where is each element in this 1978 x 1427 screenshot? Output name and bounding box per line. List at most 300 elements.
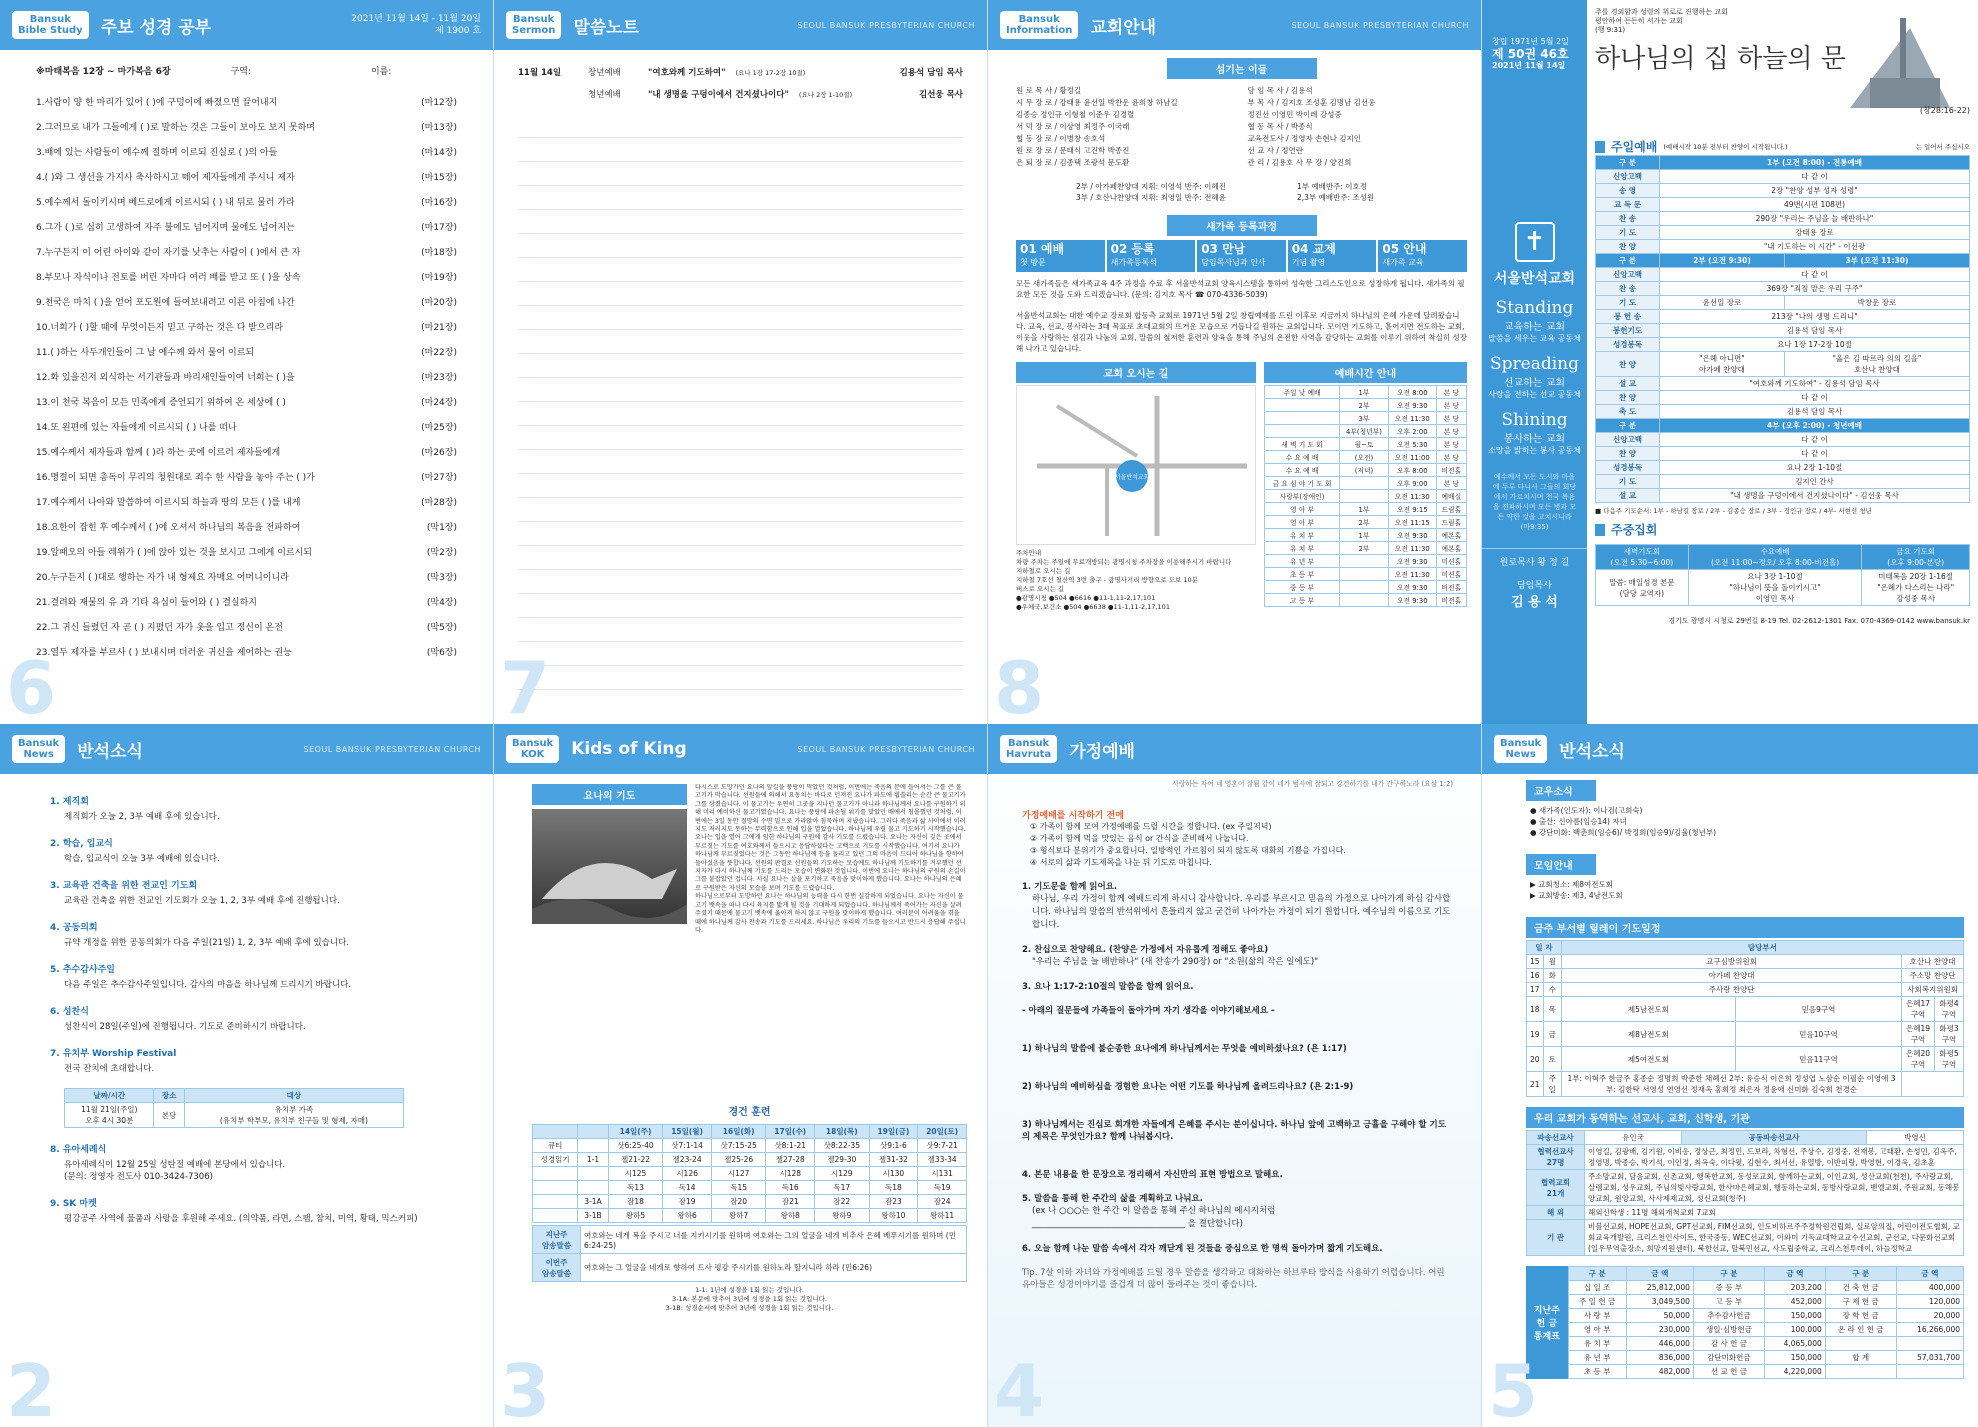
issue-date: 2021년 11월 14일 - 11월 20일 제 1900 호 bbox=[351, 14, 481, 36]
staff-line: 관 리 / 김용호 사 무 장 / 양진희 bbox=[1247, 158, 1352, 167]
note-line[interactable] bbox=[518, 258, 963, 282]
sermon-date: 11월 14일 bbox=[518, 68, 562, 78]
training-cell: 시130 bbox=[869, 1167, 918, 1181]
order-label: 봉 헌 송 bbox=[1596, 310, 1660, 324]
note-line[interactable] bbox=[518, 522, 963, 546]
quiz-item bbox=[36, 391, 457, 416]
offering-row bbox=[1568, 1351, 1963, 1365]
mission-title: 우리 교회가 동역하는 선교사, 교회, 신학생, 기관 bbox=[1526, 1107, 1964, 1128]
page-number: 4 bbox=[994, 1349, 1045, 1427]
training-cell: 젤25-26 bbox=[711, 1153, 765, 1167]
relay-row bbox=[1527, 955, 1964, 969]
quiz-reference: (막2장) bbox=[426, 548, 457, 558]
quiz-item bbox=[36, 641, 457, 666]
band-cell: 1부 (오전 8:00) - 전통예배 bbox=[1660, 156, 1970, 170]
order-row bbox=[1596, 170, 1970, 184]
quiz-question: 12.화 있을진저 외식하는 서기관들과 바리새인들이여 너희는 ( )을 bbox=[36, 373, 295, 383]
sermon-ref: (요나 1장 17-2장 10절) bbox=[735, 69, 806, 77]
training-cell bbox=[578, 1167, 609, 1181]
time-row bbox=[1265, 594, 1467, 607]
training-cell: 1-1 bbox=[578, 1153, 609, 1167]
relay-dept: 믿음9구역 bbox=[1735, 997, 1901, 1022]
relay-row bbox=[1527, 983, 1964, 997]
order-label: 신앙고백 bbox=[1596, 268, 1660, 282]
order-value: 윤선일 장로 bbox=[1660, 296, 1785, 310]
time-title: 예배시간 안내 bbox=[1264, 362, 1467, 383]
panel-header bbox=[1482, 724, 1978, 774]
note-line[interactable] bbox=[518, 402, 963, 426]
step-heading: 3. 요나 1:17-2:10절의 말씀을 함께 읽어요. bbox=[1022, 982, 1194, 992]
order-value: 다 같 이 bbox=[1660, 170, 1970, 184]
step-desc: 새가족 교육 bbox=[1382, 258, 1424, 267]
staff-line: 김종승 정인규 이형철 이준우 김경렬 bbox=[1016, 110, 1135, 119]
training-cell: 독19 bbox=[918, 1181, 967, 1195]
church-building-icon bbox=[1830, 8, 1970, 118]
relay-dept: 화평3구역 bbox=[1934, 1022, 1963, 1047]
new-family-title: 새가족 등록과정 bbox=[1167, 215, 1317, 236]
section-badge: Bansuk Sermon bbox=[506, 11, 561, 39]
order-value: 2장 "찬양 성부 성자 성령" bbox=[1660, 184, 1970, 198]
step-desc: 기념 촬영 bbox=[1291, 258, 1326, 267]
offering-head-cell: 구 분 bbox=[1693, 1267, 1764, 1281]
training-cell: 왕하6 bbox=[663, 1209, 712, 1223]
worship-step bbox=[1022, 1169, 1453, 1181]
relay-dept: 교구심방위원회 bbox=[1561, 955, 1901, 969]
note-line[interactable] bbox=[518, 354, 963, 378]
step-heading: 1. 기도문을 함께 읽어요. bbox=[1022, 882, 1118, 892]
note-line[interactable] bbox=[518, 498, 963, 522]
order-value: 290장 "우리는 주님을 늘 배반하나" bbox=[1660, 212, 1970, 226]
news-body: 다음 주일은 추수감사주일입니다. 감사의 마음을 하나님께 드리시기 바랍니다. bbox=[64, 980, 352, 990]
offering-amount: 25,812,000 bbox=[1626, 1281, 1693, 1295]
area-label: 구역: bbox=[230, 67, 251, 77]
worship-step bbox=[1022, 1005, 1453, 1017]
time-cell: 드림홀 bbox=[1436, 503, 1466, 516]
training-cell: 잠21 bbox=[766, 1195, 815, 1209]
step-title: 03 만남 bbox=[1201, 242, 1246, 256]
quiz-item bbox=[36, 541, 457, 566]
order-label: 찬 양 bbox=[1596, 240, 1660, 254]
before-item: ④ 서로의 삶과 기도제목을 나눈 뒤 기도로 마칩니다. bbox=[1030, 858, 1213, 867]
festival-cell: 본당 bbox=[154, 1103, 184, 1128]
next-prayer: ■ 다음주 기도순서: 1부 - 하남길 장로 / 2부 - 김종승 장로 / 3부 - 정인규 장로 / 4부- 서현선 청년 bbox=[1595, 507, 1872, 515]
offering-row bbox=[1568, 1309, 1963, 1323]
staff-line: 서 덕 장 로 / 이상영 최정주 이국래 bbox=[1016, 122, 1130, 131]
note-line[interactable] bbox=[518, 234, 963, 258]
quiz-item bbox=[36, 141, 457, 166]
page-number: 2 bbox=[6, 1349, 57, 1427]
member-news bbox=[1530, 805, 1964, 838]
order-label: 성경봉독 bbox=[1596, 338, 1660, 352]
section-badge: Bansuk KOK bbox=[506, 735, 559, 763]
training-cell: 시127 bbox=[711, 1167, 765, 1181]
before-item: ① 가족이 함께 모여 가정예배를 드릴 시간을 정합니다. (ex 주일저녁) bbox=[1030, 822, 1272, 831]
quiz-reference: (막4장) bbox=[426, 598, 457, 608]
training-row bbox=[533, 1167, 967, 1181]
motto-spreading: Spreading bbox=[1489, 354, 1579, 374]
order-row bbox=[1596, 268, 1970, 282]
training-cell: 큐티 bbox=[533, 1139, 578, 1153]
order-row bbox=[1596, 377, 1970, 391]
training-cell: 왕하8 bbox=[766, 1209, 815, 1223]
quiz-reference: (마28장) bbox=[421, 498, 457, 508]
time-cell: 오전 9:15 bbox=[1388, 503, 1436, 516]
quiz-item bbox=[36, 341, 457, 366]
registration-step bbox=[1107, 240, 1196, 272]
worship-step bbox=[1022, 1267, 1453, 1291]
time-cell: 영 아 부 bbox=[1265, 516, 1340, 529]
news-item bbox=[50, 794, 457, 822]
news-body: 평강공주 사역에 물품과 사랑을 후원해 주세요. (의약품, 라면, 스팸, 참치, 미역, 황태, 믹스커피) bbox=[64, 1214, 418, 1224]
order-value: 213장 "나의 생명 드리니" bbox=[1660, 310, 1970, 324]
staff-line: 교육전도사 / 정영자 손현나 김지인 bbox=[1247, 134, 1361, 143]
order-value: "내 생명을 구덩이에서 건지셨나이다" - 김선웅 목사 bbox=[1660, 489, 1970, 503]
church-en-name: SEOUL BANSUK PRESBYTERIAN CHURCH bbox=[797, 20, 975, 30]
festival-cell: 유치부 가족 (유치부 학부모, 유치부 친구들 및 형제, 자매) bbox=[184, 1103, 403, 1128]
news-item bbox=[50, 1004, 457, 1032]
panel-header bbox=[494, 0, 987, 50]
note-line[interactable] bbox=[518, 306, 963, 330]
training-cell: 왕하11 bbox=[918, 1209, 967, 1223]
offering-category: 생일·심방헌금 bbox=[1693, 1323, 1764, 1337]
time-cell: 오전 11:30 bbox=[1388, 542, 1436, 555]
order-value: "옳은 길 따르라 의의 길을" 호산나 찬양대 bbox=[1784, 352, 1969, 377]
this-week-verse: 여호와는 그 얼굴을 네게로 향하여 드사 평강 주시기를 원하노라 할지니라 하라 (민6:26) bbox=[581, 1254, 967, 1282]
time-cell: 비전홀 bbox=[1436, 594, 1466, 607]
time-cell: 미션홀 bbox=[1436, 568, 1466, 581]
training-cell: 삿9:7-21 bbox=[918, 1139, 967, 1153]
order-row bbox=[1596, 391, 1970, 405]
section-badge: Bansuk Bible Study bbox=[12, 11, 89, 39]
time-cell: 본 당 bbox=[1436, 386, 1466, 399]
worship-step bbox=[1022, 1043, 1453, 1055]
relay-dept: 주사랑 찬양단 bbox=[1561, 983, 1901, 997]
order-row bbox=[1596, 405, 1970, 419]
training-cell bbox=[533, 1195, 578, 1209]
quiz-reference: (마24장) bbox=[421, 398, 457, 408]
note-line[interactable] bbox=[518, 642, 963, 666]
order-label: 기 도 bbox=[1596, 296, 1660, 310]
offering-amount: 57,031,700 bbox=[1896, 1351, 1963, 1365]
step-heading: - 아래의 질문들에 가족들이 돌아가며 자기 생각을 이야기해보세요 - bbox=[1022, 1006, 1275, 1016]
choir-line: 3부 / 호산나찬양대 지휘: 최영일 반주: 전혜윤 bbox=[1076, 193, 1226, 202]
news-item bbox=[50, 962, 457, 990]
note-line[interactable] bbox=[518, 594, 963, 618]
staff-line: 부 목 사 / 김지호 조성훈 김명남 김선웅 bbox=[1247, 98, 1376, 107]
quiz-question: 14.또 왼편에 있는 자들에게 이르시되 ( ) 나를 떠나 bbox=[36, 423, 237, 433]
offering-amount: 230,000 bbox=[1626, 1323, 1693, 1337]
training-cell bbox=[533, 1181, 578, 1195]
registration-step bbox=[1197, 240, 1286, 272]
news-list-2 bbox=[50, 1142, 457, 1224]
page-number: 3 bbox=[500, 1349, 551, 1427]
panel-bible-study bbox=[0, 0, 494, 724]
step-heading: 2. 찬십으로 찬양해요. (찬양은 가정에서 자유롭게 정해도 좋아요) bbox=[1022, 945, 1269, 955]
order-label: 교 독 문 bbox=[1596, 198, 1660, 212]
offering-category: 유 년 부 bbox=[1568, 1351, 1626, 1365]
memory-verse-table bbox=[532, 1225, 967, 1282]
training-cell bbox=[578, 1139, 609, 1153]
note-line[interactable] bbox=[518, 666, 963, 690]
mission-value: 해외신학생 : 11명 해외개척교회 7교회 bbox=[1585, 1206, 1964, 1220]
step-body: 하나님, 우리 가정이 함께 예배드리게 하시니 감사합니다. 우리를 부르시고 믿음의 가정으로 나아가게 하심 감사합니다. 하나님의 말씀의 반석위에서 흔들리지 않고 굳건히 나아가는 가정이 되기 원합니다. 예수님의 이름으로 기도합니다. bbox=[1032, 894, 1451, 930]
church-address: 경기도 광명시 시청로 29번길 8-19 Tel. 02-2612-1301 Fax. 070-4369-0142 www.bansuk.kr bbox=[1668, 617, 1970, 625]
registration-steps bbox=[1016, 240, 1467, 272]
weekday-head bbox=[1596, 545, 1970, 570]
note-lines[interactable] bbox=[518, 114, 963, 690]
order-row bbox=[1596, 338, 1970, 352]
offering-category: 고 등 부 bbox=[1693, 1295, 1764, 1309]
time-cell: 초 등 부 bbox=[1265, 568, 1340, 581]
note-line[interactable] bbox=[518, 378, 963, 402]
panel-cover bbox=[1482, 0, 1978, 724]
cover-side-bar bbox=[1482, 0, 1587, 724]
time-cell: 고 등 부 bbox=[1265, 594, 1340, 607]
offering-row bbox=[1568, 1295, 1963, 1309]
offering-amount: 836,000 bbox=[1626, 1351, 1693, 1365]
church-logo-icon: ✝ bbox=[1515, 222, 1555, 262]
time-row bbox=[1265, 516, 1467, 529]
mission-label: 해 외 bbox=[1527, 1206, 1585, 1220]
offering-amount: 452,000 bbox=[1764, 1295, 1825, 1309]
step-desc: 새가족등록석 bbox=[1110, 258, 1157, 267]
training-cell: 시125 bbox=[608, 1167, 662, 1181]
relay-dept: 제8남전도회 bbox=[1561, 1022, 1735, 1047]
time-cell: 오전 9:30 bbox=[1388, 581, 1436, 594]
quiz-question: 3.배에 있는 사람들이 예수께 절하며 이르되 진실로 ( )의 아들 bbox=[36, 148, 278, 158]
order-label: 찬 양 bbox=[1596, 391, 1660, 405]
time-cell: 4부(청년부) bbox=[1340, 425, 1389, 438]
motto-standing-sub: 말씀을 세우는 교육 공동체 bbox=[1488, 334, 1581, 343]
offering-amount: 20,000 bbox=[1896, 1309, 1963, 1323]
quiz-question: 13.이 천국 복음이 모든 민족에게 증언되기 위하여 온 세상에 ( ) bbox=[36, 398, 286, 408]
quiz-item bbox=[36, 566, 457, 591]
quiz-question: 9.천국은 마치 ( )을 얻어 포도원에 들여보내려고 이른 아침에 나간 bbox=[36, 298, 295, 308]
order-value: 박창운 장로 bbox=[1784, 296, 1969, 310]
meeting-item: ▶ 교회청소: 제8여전도회 bbox=[1530, 880, 1614, 889]
quiz-reference: (마15장) bbox=[421, 173, 457, 183]
quiz-question: 11.( )하는 사두개인들이 그 날 예수께 와서 물어 이르되 bbox=[36, 348, 255, 358]
relay-weekday: 금 bbox=[1543, 1022, 1561, 1047]
offering-row bbox=[1568, 1337, 1963, 1351]
order-label: 기 도 bbox=[1596, 226, 1660, 240]
note-line[interactable] bbox=[518, 162, 963, 186]
weekday-name: 새벽기도회 (오전 5:30~6:00) bbox=[1596, 545, 1689, 570]
training-head-cell: 20일(토) bbox=[918, 1125, 967, 1139]
mission-row bbox=[1527, 1145, 1964, 1170]
panel-header bbox=[494, 724, 987, 774]
serve-title: 섬기는 이들 bbox=[1167, 58, 1317, 79]
side-verse: 예수께서 모든 도시와 마을에 두루 다니사 그들의 회당에서 가르치시며 천국 복음을 전파하시며 모든 병과 모든 약한 것을 고치시니라 (마9:35) bbox=[1492, 473, 1577, 531]
panel-news-2 bbox=[0, 724, 494, 1427]
worship-step bbox=[1022, 981, 1453, 993]
relay-dept: 사회복지위원회 bbox=[1902, 983, 1964, 997]
relay-dept: 아가페 찬양대 bbox=[1561, 969, 1901, 983]
news-body: 제직회가 오늘 2, 3부 예배 후에 있습니다. bbox=[64, 812, 220, 822]
sermon-row bbox=[518, 84, 963, 106]
time-cell: 오전 8:00 bbox=[1388, 386, 1436, 399]
sermon-date bbox=[518, 84, 578, 106]
offering-amount: 50,000 bbox=[1626, 1309, 1693, 1323]
mission-value: 박영신 bbox=[1866, 1131, 1963, 1145]
training-cell: 시129 bbox=[815, 1167, 869, 1181]
training-head-cell: 15일(월) bbox=[663, 1125, 712, 1139]
offering-category: 장 학 헌 금 bbox=[1825, 1309, 1896, 1323]
relay-day: 20 bbox=[1527, 1047, 1544, 1072]
time-row bbox=[1265, 477, 1467, 490]
time-cell: 본 당 bbox=[1436, 399, 1466, 412]
note-line[interactable] bbox=[518, 114, 963, 138]
note-line[interactable] bbox=[518, 450, 963, 474]
quiz-reference: (마21장) bbox=[421, 323, 457, 333]
relay-dept: 화평4구역 bbox=[1934, 997, 1963, 1022]
staff-line: 선 교 사 / 정연란 bbox=[1247, 146, 1304, 155]
festival-head: 장소 bbox=[154, 1089, 184, 1103]
mission-row bbox=[1527, 1170, 1964, 1206]
panel-family-worship bbox=[988, 724, 1482, 1427]
registration-step bbox=[1378, 240, 1467, 272]
relay-row bbox=[1527, 969, 1964, 983]
time-cell bbox=[1265, 412, 1340, 425]
relay-title: 금주 부서별 릴레이 기도일정 bbox=[1526, 917, 1964, 938]
time-cell: 비전홀 bbox=[1436, 464, 1466, 477]
meeting-list bbox=[1530, 879, 1964, 901]
quiz-item bbox=[36, 616, 457, 641]
time-cell: 오전 11:30 bbox=[1388, 568, 1436, 581]
quiz-reference: (마26장) bbox=[421, 448, 457, 458]
directions bbox=[1016, 362, 1256, 612]
offering-category: 감단미화헌금 bbox=[1693, 1351, 1764, 1365]
offering-category: 온 라 인 헌 금 bbox=[1825, 1323, 1896, 1337]
training-cell: 잠19 bbox=[663, 1195, 712, 1209]
note-line[interactable] bbox=[518, 210, 963, 234]
mission-row bbox=[1527, 1220, 1964, 1256]
worship-step bbox=[1022, 944, 1453, 969]
training-head-cell: 19일(금) bbox=[869, 1125, 918, 1139]
time-cell: 오후 9:00 bbox=[1388, 477, 1436, 490]
time-cell: 본 당 bbox=[1436, 438, 1466, 451]
time-cell: 드림홀 bbox=[1436, 516, 1466, 529]
offering-head-cell: 금 액 bbox=[1896, 1267, 1963, 1281]
quiz-question: 16.명절이 되면 총독이 무리의 청원대로 죄수 한 사람을 놓아 주는 ( )가 bbox=[36, 473, 315, 483]
time-cell: 금 요 심 야 기 도 회 bbox=[1265, 477, 1340, 490]
quiz-question: 5.예수께서 돌이키시며 베드로에게 이르시되 ( ) 내 뒤로 물러 가라 bbox=[36, 198, 295, 208]
time-row bbox=[1265, 412, 1467, 425]
svg-text:서울반석교회: 서울반석교회 bbox=[1114, 474, 1150, 481]
offering-amount: 482,000 bbox=[1626, 1365, 1693, 1379]
band-cell: 4부 (오후 2:00) - 청년예배 bbox=[1660, 419, 1970, 433]
note-line[interactable] bbox=[518, 546, 963, 570]
note-line[interactable] bbox=[518, 474, 963, 498]
note-line[interactable] bbox=[518, 618, 963, 642]
order-value: 다 같 이 bbox=[1660, 268, 1970, 282]
offering-category: 건 축 헌 금 bbox=[1825, 1281, 1896, 1295]
news-title: 8. 유아세례식 bbox=[50, 1145, 107, 1155]
note-line[interactable] bbox=[518, 330, 963, 354]
quiz-reference: (마12장) bbox=[421, 98, 457, 108]
quiz-question: 7.누구든지 이 어린 아이와 같이 자기를 낮추는 사람이 ( )에서 큰 자 bbox=[36, 248, 301, 258]
order-row bbox=[1596, 310, 1970, 324]
training-head-cell: 14일(주) bbox=[608, 1125, 662, 1139]
church-map[interactable] bbox=[1016, 385, 1256, 545]
news-item bbox=[50, 1196, 457, 1224]
training-cell: 독14 bbox=[663, 1181, 712, 1195]
mission-value: 주소망교회, 담음교회, 신촌교회, 행복한교회, 동성로교회, 함께하는교회, 이인교회, 성산교회(천천), 주사랑교회, 살렘교회, 성우교회, 주님의빛사랑교회, 한사마은혜교회, 행동하는교회, 동방사랑교회, 벧엘교회, 주원교회, 동해봉양교회, 원앙교회, 사사제제교회, 성신교회(청주) bbox=[1585, 1170, 1964, 1206]
worship-step bbox=[1022, 881, 1453, 932]
jonah-illustration bbox=[532, 809, 687, 924]
staff-list bbox=[1016, 85, 1467, 169]
training-cell: 시128 bbox=[766, 1167, 815, 1181]
note-line[interactable] bbox=[518, 570, 963, 594]
news-item bbox=[50, 1046, 457, 1074]
training-cell: 독16 bbox=[766, 1181, 815, 1195]
order-label: 신앙고백 bbox=[1596, 170, 1660, 184]
training-row bbox=[533, 1139, 967, 1153]
step-heading: 6. 오늘 함께 나눈 말씀 속에서 각자 깨닫게 된 것들을 중심으로 한 명씩 돌아가며 짧게 기도해요. bbox=[1022, 1244, 1383, 1254]
time-cell: 오전 11:00 bbox=[1388, 451, 1436, 464]
motto-standing-ko: 교육하는 교회 bbox=[1503, 322, 1566, 333]
time-cell: 중 등 부 bbox=[1265, 581, 1340, 594]
note-line[interactable] bbox=[518, 186, 963, 210]
time-row bbox=[1265, 581, 1467, 594]
quiz-question: 2.그러므로 내가 그들에게 ( )로 말하는 것은 그들이 보아도 보지 못하며 bbox=[36, 123, 315, 133]
time-cell: 수 요 예 배 bbox=[1265, 451, 1340, 464]
motto-standing: Standing bbox=[1495, 298, 1574, 318]
sermon-title: "여호와께 기도하여" bbox=[648, 68, 726, 78]
staff-line: 협 동 장 로 / 이병창 송호석 bbox=[1016, 134, 1106, 143]
quiz-item bbox=[36, 441, 457, 466]
quiz-item bbox=[36, 416, 457, 441]
quiz-reference: (막5장) bbox=[426, 623, 457, 633]
time-cell: 오전 9:30 bbox=[1388, 399, 1436, 412]
staff-line: 원 로 목 사 / 황정길 bbox=[1016, 86, 1082, 95]
note-line[interactable] bbox=[518, 282, 963, 306]
training-cell: 삿7:15-25 bbox=[711, 1139, 765, 1153]
mission-value: 비블선교회, HOPE선교회, GPT선교회, FIM선교회, 인도비하르주주정학원건립회, 실로암의집, 어린이전도협회, 교회교육개발원, 크리스천인사이트, 한국중동, WEC선교회, 이와미 기독교대학교교수선교회, 군선교, 다문화선교회(일우무역출장소, 희망지원센터), 북한선교, 탈북민선교, 사도립중학교, 크리스천투데이, 하늘정학교 bbox=[1585, 1220, 1964, 1256]
time-cell: 예본홀 bbox=[1436, 529, 1466, 542]
relay-day: 16 bbox=[1527, 969, 1544, 983]
weekday-table bbox=[1595, 544, 1970, 606]
quiz-reference: (마22장) bbox=[421, 348, 457, 358]
transport-info: 주차안내 차량 주차는 주일에 무료개방되는 광명시청 주차장을 이용해주시기 바랍니다 지하철로 오시는 길 지하철 7호선 철산역 3번 출구 - 광명사거리 방향으로 도보 10분 버스로 오시는 길 ●광명시청 ●504 ●6616 ●11-1,11-2,17,101 ●우체국,보건소 ●504 ●6638 ●11-1,11-2,17,101 bbox=[1016, 549, 1232, 611]
note-line[interactable] bbox=[518, 138, 963, 162]
study-range: ※마태복음 12장 ~ 마가복음 6장 bbox=[36, 67, 171, 77]
sermon-preacher: 김선웅 목사 bbox=[918, 90, 963, 100]
training-cell: 3-1A bbox=[578, 1195, 609, 1209]
training-head-cell bbox=[533, 1125, 578, 1139]
training-cell: 성경읽기 bbox=[533, 1153, 578, 1167]
order-row bbox=[1596, 212, 1970, 226]
offering-category bbox=[1825, 1365, 1896, 1379]
before-worship-list bbox=[1030, 821, 1453, 869]
time-cell: 오전 11:15 bbox=[1388, 516, 1436, 529]
training-cell: 독13 bbox=[608, 1181, 662, 1195]
registration-step bbox=[1016, 240, 1105, 272]
order-row bbox=[1596, 184, 1970, 198]
training-cell: 시126 bbox=[663, 1167, 712, 1181]
time-row bbox=[1265, 490, 1467, 503]
time-cell: 오전 9:30 bbox=[1388, 594, 1436, 607]
offering-category bbox=[1825, 1337, 1896, 1351]
training-cell: 젤31-32 bbox=[869, 1153, 918, 1167]
news-title: 1. 제직회 bbox=[50, 797, 89, 807]
panel-title: 말씀노트 bbox=[573, 17, 640, 38]
news-body: 유아세례식이 12월 25일 성탄절 예배에 본당에서 있습니다. (문의: 정영자 전도사 010-3424-7306) bbox=[64, 1160, 286, 1182]
worship-order-table bbox=[1595, 155, 1970, 503]
note-line[interactable] bbox=[518, 426, 963, 450]
training-footnote: 1-1: 1년에 성경을 1회 읽는 것입니다. 3-1A: 본문에 맞추어 3년에 성경을 1회 읽는 것입니다. 3-1B: 성경순서에 맞추어 3년에 성경을 1회 읽는 것입니다. bbox=[665, 1286, 834, 1312]
quiz-question: 4.( )와 그 생선을 가지사 축사하시고 떼어 제자들에게 주시니 제자 bbox=[36, 173, 295, 183]
